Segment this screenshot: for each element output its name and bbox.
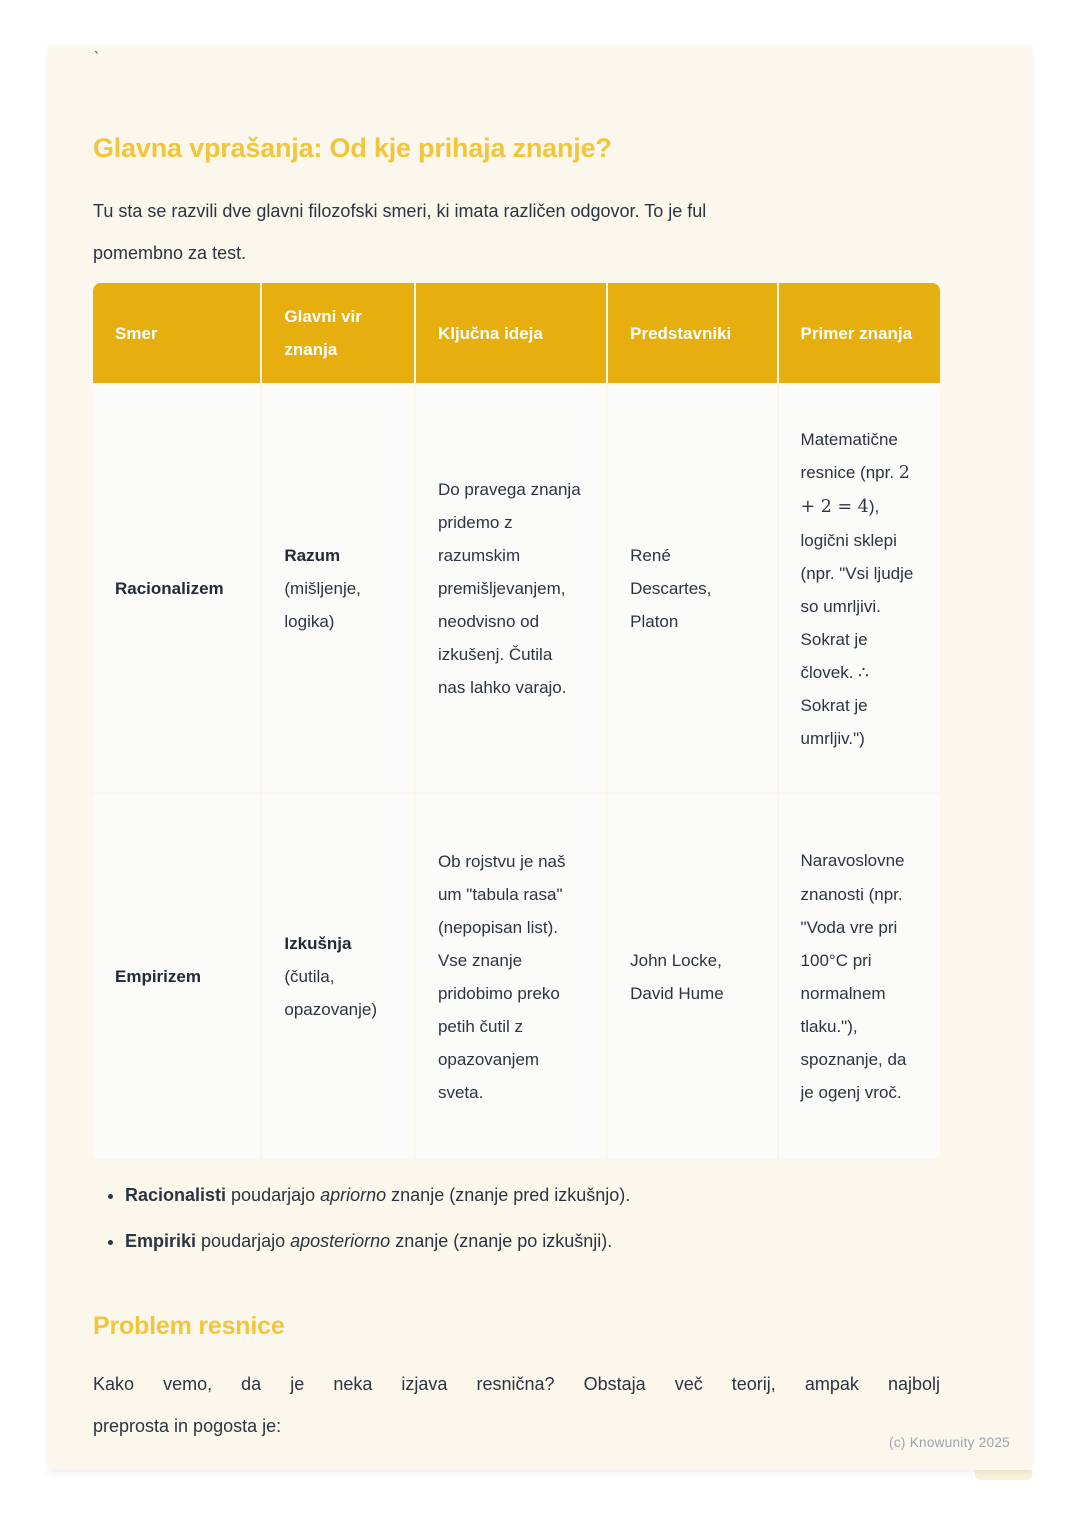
table-header-glavni-vir-znanja: Glavni vir znanja	[262, 283, 414, 383]
racionalizem-primer-post: ), logični sklepi (npr. "Vsi ljudje so umrljivi. Sokrat je človek. ∴ Sokrat je umrljiv.")	[800, 496, 914, 748]
table-cell-empirizem-smer	[93, 794, 260, 1159]
table-cell-empirizem-predstavniki	[608, 794, 776, 1159]
table-cell-empirizem-primer	[779, 794, 940, 1159]
bullet-racionalisti	[125, 1179, 940, 1212]
table-cell-racionalizem-ideja	[416, 385, 606, 792]
racionalizem-predstavniki-text: René Descartes, Platon	[630, 546, 712, 631]
racionalizem-vir-bold: Razum	[284, 546, 341, 565]
racionalizem-ideja-text: Do pravega znanja pridemo z razumskim premišljevanjem, neodvisno od izkušenj. Čutila nas lahko varajo.	[437, 480, 581, 697]
table-cell-empirizem-ideja	[416, 794, 606, 1159]
stray-backtick-character: `	[94, 49, 99, 66]
bullet-racionalisti-rest: znanje (znanje pred izkušnjo).	[386, 1185, 631, 1205]
empirizem-vir-rest: (čutila, opazovanje)	[284, 967, 378, 1019]
racionalizem-vir-rest: (mišljenje, logika)	[284, 579, 361, 631]
intro-line-2: pomembno za test.	[93, 243, 247, 263]
bullet-empiriki	[125, 1225, 940, 1258]
philosophy-comparison-table	[93, 283, 940, 1159]
truth-paragraph	[93, 1363, 940, 1447]
truth-line-2: preprosta in pogosta je:	[93, 1416, 282, 1436]
summary-bullet-list	[93, 1179, 940, 1271]
racionalizem-primer-pre: Matematične resnice (npr.	[800, 429, 899, 482]
section-title-truth: Problem resnice	[93, 1311, 285, 1340]
table-cell-racionalizem-vir	[262, 385, 414, 792]
table-cell-racionalizem-primer	[779, 385, 940, 792]
bullet-empiriki-italic: aposteriorno	[290, 1231, 391, 1251]
empirizem-ideja-text: Ob rojstvu je naš um "tabula rasa" (nepopisan list). Vse znanje pridobimo preko petih čutil z opazovanjem sveta.	[437, 851, 566, 1102]
empirizem-label: Empirizem	[115, 967, 201, 986]
document-page	[48, 45, 1032, 1470]
bullet-empiriki-mid: poudarjajo	[196, 1231, 291, 1251]
footer-credit: (c) Knowunity 2025	[889, 1435, 1010, 1450]
bullet-racionalisti-italic: apriorno	[320, 1185, 387, 1205]
math-formula: 2 + 2 = 4	[800, 462, 910, 517]
table-header-predstavniki: Predstavniki	[608, 283, 776, 383]
bullet-empiriki-rest: znanje (znanje po izkušnji).	[390, 1231, 613, 1251]
racionalizem-label: Racionalizem	[115, 579, 224, 598]
bullet-empiriki-bold: Empiriki	[125, 1231, 197, 1251]
table-cell-empirizem-vir	[262, 794, 414, 1159]
table-cell-racionalizem-predstavniki	[608, 385, 776, 792]
table-header-smer: Smer	[93, 283, 260, 383]
table-header-kljucna-ideja: Ključna ideja	[416, 283, 606, 383]
section-title-knowledge: Glavna vprašanja: Od kje prihaja znanje?	[93, 133, 612, 164]
empirizem-primer-post: Naravoslovne znanosti (npr. "Voda vre pri 100°C pri normalnem tlaku."), spoznanje, da je ogenj vroč.	[800, 851, 907, 1102]
empirizem-predstavniki-text: John Locke, David Hume	[630, 950, 724, 1003]
table-cell-racionalizem-smer	[93, 385, 260, 792]
intro-paragraph	[93, 190, 940, 274]
empirizem-vir-bold: Izkušnja	[284, 934, 352, 953]
bullet-racionalisti-bold: Racionalisti	[125, 1185, 227, 1205]
table-header-primer-znanja: Primer znanja	[779, 283, 940, 383]
truth-line-1: Kako vemo, da je neka izjava resnična? Obstaja več teorij, ampak najbolj	[93, 1374, 940, 1394]
intro-line-1: Tu sta se razvili dve glavni filozofski smeri, ki imata različen odgovor. To je ful	[93, 201, 707, 221]
bullet-racionalisti-mid: poudarjajo	[226, 1185, 321, 1205]
